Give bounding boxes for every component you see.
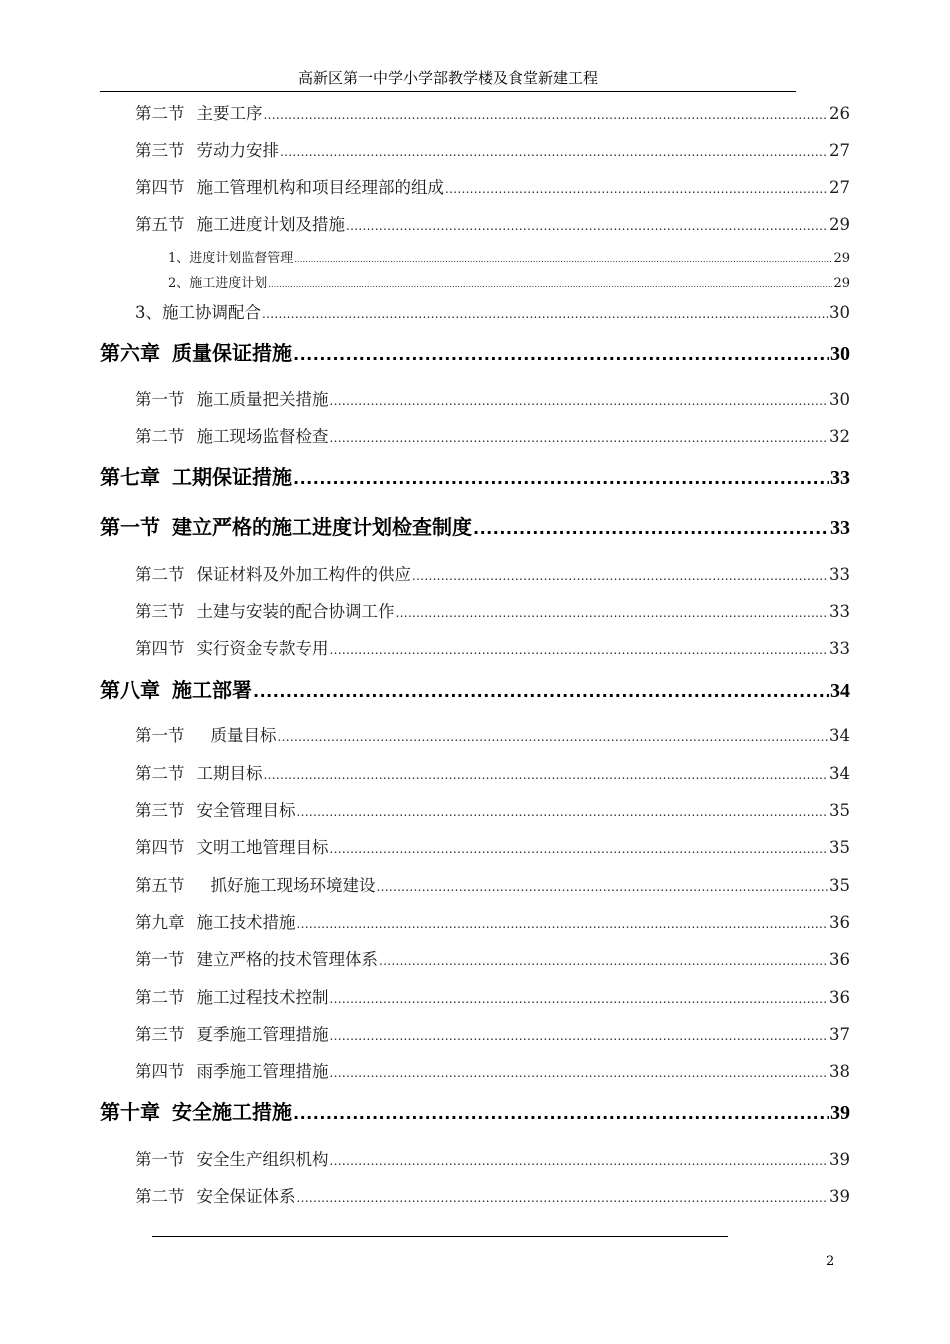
toc-leader-dots <box>330 842 829 856</box>
toc-leader-dots <box>330 643 829 657</box>
toc-leader-dots <box>379 954 828 968</box>
toc-section-entry[interactable] <box>135 299 850 323</box>
toc-section-entry[interactable] <box>135 722 850 746</box>
toc-entry-title: 土建与安装的配合协调工作 <box>196 602 395 621</box>
toc-entry-title: 施工进度计划及措施 <box>196 215 345 234</box>
toc-entry-number: 第二节 <box>135 104 185 123</box>
toc-leader-dots <box>280 145 828 159</box>
toc-section-entry[interactable] <box>168 247 850 266</box>
toc-page-number: 27 <box>829 141 850 160</box>
toc-entry-number: 第九章 <box>135 913 185 932</box>
toc-entry-number: 第四节 <box>135 1062 185 1081</box>
toc-leader-dots <box>268 280 832 289</box>
toc-entry-number: 第三节 <box>135 602 185 621</box>
toc-section-entry[interactable] <box>135 872 850 896</box>
toc-page-number: 34 <box>830 680 850 702</box>
toc-leader-dots <box>377 880 829 894</box>
toc-entry-title: 施工过程技术控制 <box>196 988 329 1007</box>
toc-entry-title: 安全保证体系 <box>196 1187 296 1206</box>
toc-page-number: 26 <box>829 104 850 123</box>
toc-entry-title: 质量保证措施 <box>172 341 292 365</box>
toc-leader-dots <box>445 182 828 196</box>
toc-page-number: 33 <box>829 639 850 658</box>
toc-entry-number: 第二节 <box>135 427 185 446</box>
toc-page-number: 33 <box>830 517 850 539</box>
toc-entry-number: 第五节 <box>135 215 185 234</box>
toc-entry-number: 第四节 <box>135 178 185 197</box>
toc-entry-title: 施工协调配合 <box>162 303 261 322</box>
toc-entry-title: 主要工序 <box>196 104 263 123</box>
toc-entry-number: 第一节 <box>100 515 160 539</box>
page-number: 2 <box>826 1254 835 1269</box>
toc-leader-dots <box>293 345 829 364</box>
toc-entry-title: 建立严格的技术管理体系 <box>196 950 378 969</box>
toc-chapter-entry[interactable] <box>100 1096 850 1125</box>
toc-section-entry[interactable] <box>135 984 850 1008</box>
toc-chapter-entry[interactable] <box>100 674 850 703</box>
toc-entry-title: 安全施工措施 <box>172 1100 292 1124</box>
toc-page-number: 35 <box>829 876 850 895</box>
toc-page-number: 39 <box>830 1102 850 1124</box>
toc-entry-title: 保证材料及外加工构件的供应 <box>196 565 411 584</box>
toc-entry-number: 第二节 <box>135 988 185 1007</box>
toc-entry-title: 抓好施工现场环境建设 <box>210 876 376 895</box>
toc-entry-number: 第二节 <box>135 565 185 584</box>
toc-entry-number: 第八章 <box>100 678 160 702</box>
toc-entry-title: 施工管理机构和项目经理部的组成 <box>196 178 444 197</box>
toc-entry-number: 第三节 <box>135 141 185 160</box>
toc-leader-dots <box>330 394 829 408</box>
toc-chapter-entry[interactable] <box>100 461 850 490</box>
toc-entry-number: 第二节 <box>135 1187 185 1206</box>
toc-page-number: 35 <box>829 801 850 820</box>
toc-entry-number: 第二节 <box>135 764 185 783</box>
toc-leader-dots <box>412 569 828 583</box>
toc-entry-title: 工期保证措施 <box>172 465 292 489</box>
toc-section-entry[interactable] <box>135 834 850 858</box>
toc-entry-title: 安全生产组织机构 <box>196 1150 329 1169</box>
toc-page-number: 38 <box>829 1062 850 1081</box>
toc-page-number: 27 <box>829 178 850 197</box>
toc-page-number: 33 <box>829 602 850 621</box>
toc-entry-title: 施工质量把关措施 <box>196 390 329 409</box>
toc-entry-title: 施工进度计划 <box>189 276 268 291</box>
toc-entry-number: 第三节 <box>135 801 185 820</box>
toc-leader-dots <box>262 307 828 321</box>
toc-leader-dots <box>330 1066 829 1080</box>
running-header-title: 高新区第一中学小学部教学楼及食堂新建工程 <box>297 69 598 87</box>
toc-leader-dots <box>396 606 829 620</box>
toc-page-number: 33 <box>829 565 850 584</box>
toc-leader-dots <box>346 219 828 233</box>
toc-section-entry[interactable] <box>135 174 850 198</box>
toc-leader-dots <box>293 469 829 488</box>
toc-page-number: 37 <box>829 1025 850 1044</box>
toc-entry-title: 工期目标 <box>196 764 263 783</box>
toc-page-number: 32 <box>829 427 850 446</box>
toc-entry-number: 3、 <box>135 303 162 322</box>
toc-page-number: 29 <box>833 251 850 266</box>
toc-page-number: 29 <box>833 276 850 291</box>
toc-entry-number: 第一节 <box>135 390 185 409</box>
toc-entry-number: 1、 <box>168 251 190 266</box>
toc-page-number: 33 <box>830 467 850 489</box>
toc-entry-title: 进度计划监督管理 <box>189 251 294 266</box>
toc-entry-number: 第五节 <box>135 876 185 895</box>
toc-entry-title: 文明工地管理目标 <box>196 838 329 857</box>
toc-page-number: 30 <box>829 390 850 409</box>
toc-section-entry[interactable] <box>135 946 850 970</box>
toc-entry-title: 劳动力安排 <box>196 141 279 160</box>
toc-entry-number: 第三节 <box>135 1025 185 1044</box>
toc-page-number: 35 <box>829 838 850 857</box>
toc-entry-title: 施工技术措施 <box>196 913 296 932</box>
toc-section-entry[interactable] <box>135 1021 850 1045</box>
toc-entry-number: 第一节 <box>135 950 185 969</box>
toc-page-number: 36 <box>829 988 850 1007</box>
toc-section-entry[interactable] <box>135 760 850 784</box>
toc-chapter-entry[interactable] <box>100 511 850 540</box>
toc-leader-dots <box>297 805 829 819</box>
toc-entry-title: 施工部署 <box>172 678 252 702</box>
toc-entry-title: 夏季施工管理措施 <box>196 1025 329 1044</box>
toc-section-entry[interactable] <box>135 1183 850 1207</box>
toc-section-entry[interactable] <box>135 100 850 124</box>
toc-entry-number: 第四节 <box>135 838 185 857</box>
toc-entry-number: 第一节 <box>135 726 185 745</box>
toc-entry-title: 质量目标 <box>210 726 277 745</box>
toc-page-number: 39 <box>829 1150 850 1169</box>
toc-entry-title: 建立严格的施工进度计划检查制度 <box>172 515 472 539</box>
toc-leader-dots <box>297 1191 829 1205</box>
toc-leader-dots <box>473 519 829 538</box>
toc-leader-dots <box>294 255 832 264</box>
toc-leader-dots <box>330 1029 829 1043</box>
toc-leader-dots <box>330 992 829 1006</box>
toc-entry-number: 第四节 <box>135 639 185 658</box>
toc-leader-dots <box>293 1104 829 1123</box>
toc-section-entry[interactable] <box>135 423 850 447</box>
toc-entry-title: 雨季施工管理措施 <box>196 1062 329 1081</box>
toc-leader-dots <box>330 1154 829 1168</box>
toc-entry-number: 第十章 <box>100 1100 160 1124</box>
toc-page-number: 36 <box>829 913 850 932</box>
toc-leader-dots <box>297 917 829 931</box>
toc-section-entry[interactable] <box>135 1146 850 1170</box>
toc-entry-number: 第一节 <box>135 1150 185 1169</box>
toc-entry-number: 2、 <box>168 276 190 291</box>
toc-page-number: 29 <box>829 215 850 234</box>
toc-page-number: 30 <box>829 303 850 322</box>
toc-section-entry[interactable] <box>135 137 850 161</box>
toc-section-entry[interactable] <box>168 272 850 291</box>
toc-page-number: 34 <box>829 764 850 783</box>
toc-leader-dots <box>264 768 829 782</box>
toc-section-entry[interactable] <box>135 561 850 585</box>
toc-entry-title: 施工现场监督检查 <box>196 427 329 446</box>
toc-page-number: 36 <box>829 950 850 969</box>
toc-section-entry[interactable] <box>135 598 850 622</box>
toc-leader-dots <box>253 682 829 701</box>
toc-section-entry[interactable] <box>135 797 850 821</box>
header-rule <box>100 91 796 92</box>
toc-section-entry[interactable] <box>135 211 850 235</box>
footer-rule <box>152 1236 728 1237</box>
toc-entry-title: 实行资金专款专用 <box>196 639 329 658</box>
toc-page-number: 30 <box>830 343 850 365</box>
toc-chapter-entry[interactable] <box>100 337 850 366</box>
toc-page-number: 39 <box>829 1187 850 1206</box>
toc-page-number: 34 <box>829 726 850 745</box>
toc-leader-dots <box>264 108 829 122</box>
toc-section-entry[interactable] <box>135 386 850 410</box>
toc-section-entry[interactable] <box>135 1058 850 1082</box>
toc-section-entry[interactable] <box>135 909 850 933</box>
toc-leader-dots <box>278 730 829 744</box>
toc-leader-dots <box>330 431 829 445</box>
toc-entry-title: 安全管理目标 <box>196 801 296 820</box>
toc-section-entry[interactable] <box>135 635 850 659</box>
toc-entry-number: 第七章 <box>100 465 160 489</box>
toc-entry-number: 第六章 <box>100 341 160 365</box>
